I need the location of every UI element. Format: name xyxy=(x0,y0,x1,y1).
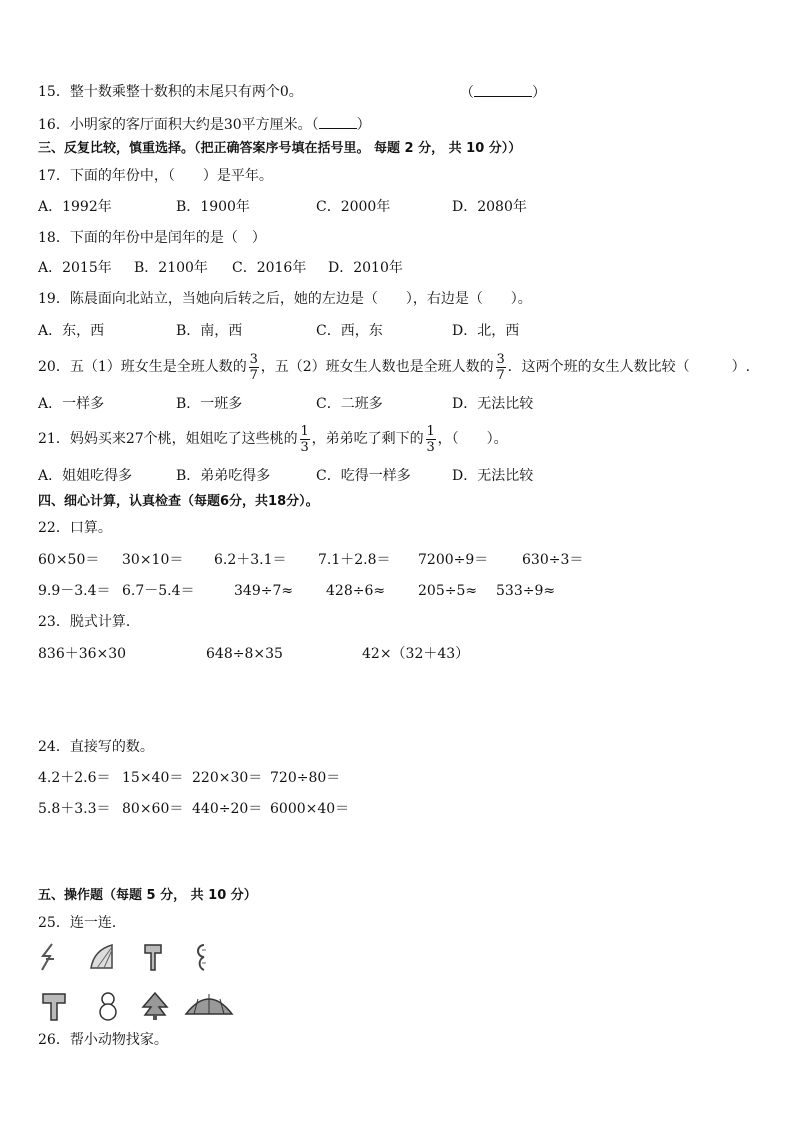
question-17-option-b[interactable]: B．1900年 xyxy=(176,199,250,215)
direct-calc-item: 5.8＋3.3＝ xyxy=(38,801,111,817)
question-15-text: 15．整十数乘整十数积的末尾只有两个0。 xyxy=(38,84,303,100)
answer-underline[interactable] xyxy=(474,82,532,97)
direct-calc-item: 4.2＋2.6＝ xyxy=(38,770,111,786)
question-19-option-b[interactable]: B．南，西 xyxy=(176,323,243,339)
question-15 xyxy=(38,82,303,102)
oral-calc-item: 428÷6≈ xyxy=(326,583,386,599)
question-23-stem: 23．脱式计算． xyxy=(38,614,140,630)
question-16-text: 16．小明家的客厅面积大约是30平方厘米。（ xyxy=(38,117,319,133)
lightning-half-icon[interactable] xyxy=(38,942,60,972)
fraction-one-third: $\frac{1}{3}$ xyxy=(300,423,309,455)
oral-calc-item: 9.9－3.4＝ xyxy=(38,583,111,599)
step-calc-item: 42×（32＋43） xyxy=(362,646,470,662)
question-20-stem: 20．五（1）班女生是全班人数的 $\frac{3}{7}$ ，五（2）班女生人数也是全班人数的 $\frac{3}{7}$ ．这两个班的女生人数比较（ ）. xyxy=(38,351,751,383)
direct-calc-item: 80×60＝ xyxy=(122,801,184,817)
snowman-icon[interactable] xyxy=(96,990,120,1022)
direct-calc-item: 720÷80＝ xyxy=(270,770,341,786)
question-19-option-d[interactable]: D．北，西 xyxy=(452,323,520,339)
direct-calc-item: 220×30＝ xyxy=(192,770,263,786)
lamp-half-icon[interactable] xyxy=(142,942,164,972)
question-19-option-c[interactable]: C．西，东 xyxy=(316,323,383,339)
question-19-option-a[interactable]: A．东，西 xyxy=(38,323,105,339)
question-21-option-d[interactable]: D．无法比较 xyxy=(452,468,534,484)
oral-calc-item: 349÷7≈ xyxy=(234,583,294,599)
step-calc-item: 648÷8×35 xyxy=(206,646,283,662)
question-17-option-a[interactable]: A．1992年 xyxy=(38,199,112,215)
umbrella-half-icon[interactable] xyxy=(88,942,116,972)
oral-calc-item: 205÷5≈ xyxy=(418,583,478,599)
figure-eight-half-icon[interactable] xyxy=(192,942,210,972)
question-21-option-b[interactable]: B．弟弟吃得多 xyxy=(176,468,271,484)
direct-calc-item: 15×40＝ xyxy=(122,770,184,786)
question-16: 16．小明家的客厅面积大约是30平方厘米。（ ） xyxy=(38,114,371,135)
question-25-stem: 25．连一连． xyxy=(38,915,126,931)
question-21-stem: 21．妈妈买来27个桃，姐姐吃了这些桃的 $\frac{1}{3}$ ，弟弟吃了剩下的 $\frac{1}{3}$ ，（ ）。 xyxy=(38,423,508,455)
question-17-stem: 17．下面的年份中，（ ）是平年。 xyxy=(38,168,273,184)
question-22-stem: 22．口算。 xyxy=(38,520,112,536)
lamp-icon[interactable] xyxy=(40,990,68,1022)
section-3-heading: 三、反复比较，慎重选择。（把正确答案序号填在括号里。 每题 2 分， 共 10 分）） xyxy=(38,141,522,156)
question-20-option-d[interactable]: D．无法比较 xyxy=(452,396,534,412)
question-16-answer-blank[interactable] xyxy=(319,114,357,129)
oral-calc-item: 30×10＝ xyxy=(122,552,184,568)
question-21-option-a[interactable]: A．姐姐吃得多 xyxy=(38,468,133,484)
question-17-option-d[interactable]: D．2080年 xyxy=(452,199,527,215)
question-19-stem: 19．陈晨面向北站立，当她向后转之后，她的左边是（ ），右边是（ ）。 xyxy=(38,291,532,307)
section-4-heading: 四、细心计算，认真检查（每题6分，共18分）。 xyxy=(38,494,319,509)
question-17-option-c[interactable]: C．2000年 xyxy=(316,199,391,215)
tree-icon[interactable] xyxy=(140,990,170,1022)
question-20-option-b[interactable]: B．一班多 xyxy=(176,396,243,412)
oral-calc-item: 630÷3＝ xyxy=(522,552,584,568)
section-5-heading: 五、操作题（每题 5 分， 共 10 分） xyxy=(38,888,257,903)
oral-calc-item: 60×50＝ xyxy=(38,552,100,568)
question-18-option-b[interactable]: B．2100年 xyxy=(134,260,208,276)
fraction-three-sevenths: $\frac{3}{7}$ xyxy=(496,351,505,383)
question-15-answer-blank[interactable]: （ ） xyxy=(460,82,546,103)
oral-calc-item: 533÷9≈ xyxy=(496,583,556,599)
question-18-option-a[interactable]: A．2015年 xyxy=(38,260,112,276)
direct-calc-item: 440÷20＝ xyxy=(192,801,263,817)
oral-calc-item: 7.1＋2.8＝ xyxy=(318,552,391,568)
fraction-three-sevenths: $\frac{3}{7}$ xyxy=(249,351,258,383)
fraction-one-third: $\frac{1}{3}$ xyxy=(426,423,435,455)
step-calc-item: 836＋36×30 xyxy=(38,646,127,662)
question-20-option-c[interactable]: C．二班多 xyxy=(316,396,383,412)
oral-calc-item: 6.7－5.4＝ xyxy=(122,583,195,599)
question-21-option-c[interactable]: C．吃得一样多 xyxy=(316,468,411,484)
question-26-stem: 26．帮小动物找家。 xyxy=(38,1032,168,1048)
direct-calc-item: 6000×40＝ xyxy=(270,801,350,817)
question-18-option-d[interactable]: D．2010年 xyxy=(328,260,403,276)
question-24-stem: 24．直接写的数。 xyxy=(38,739,154,755)
question-18-option-c[interactable]: C．2016年 xyxy=(232,260,307,276)
question-20-option-a[interactable]: A．一样多 xyxy=(38,396,105,412)
oral-calc-item: 7200÷9＝ xyxy=(418,552,489,568)
umbrella-icon[interactable] xyxy=(184,990,234,1022)
oral-calc-item: 6.2＋3.1＝ xyxy=(214,552,287,568)
question-18-stem: 18．下面的年份中是闰年的是（ ） xyxy=(38,230,266,246)
